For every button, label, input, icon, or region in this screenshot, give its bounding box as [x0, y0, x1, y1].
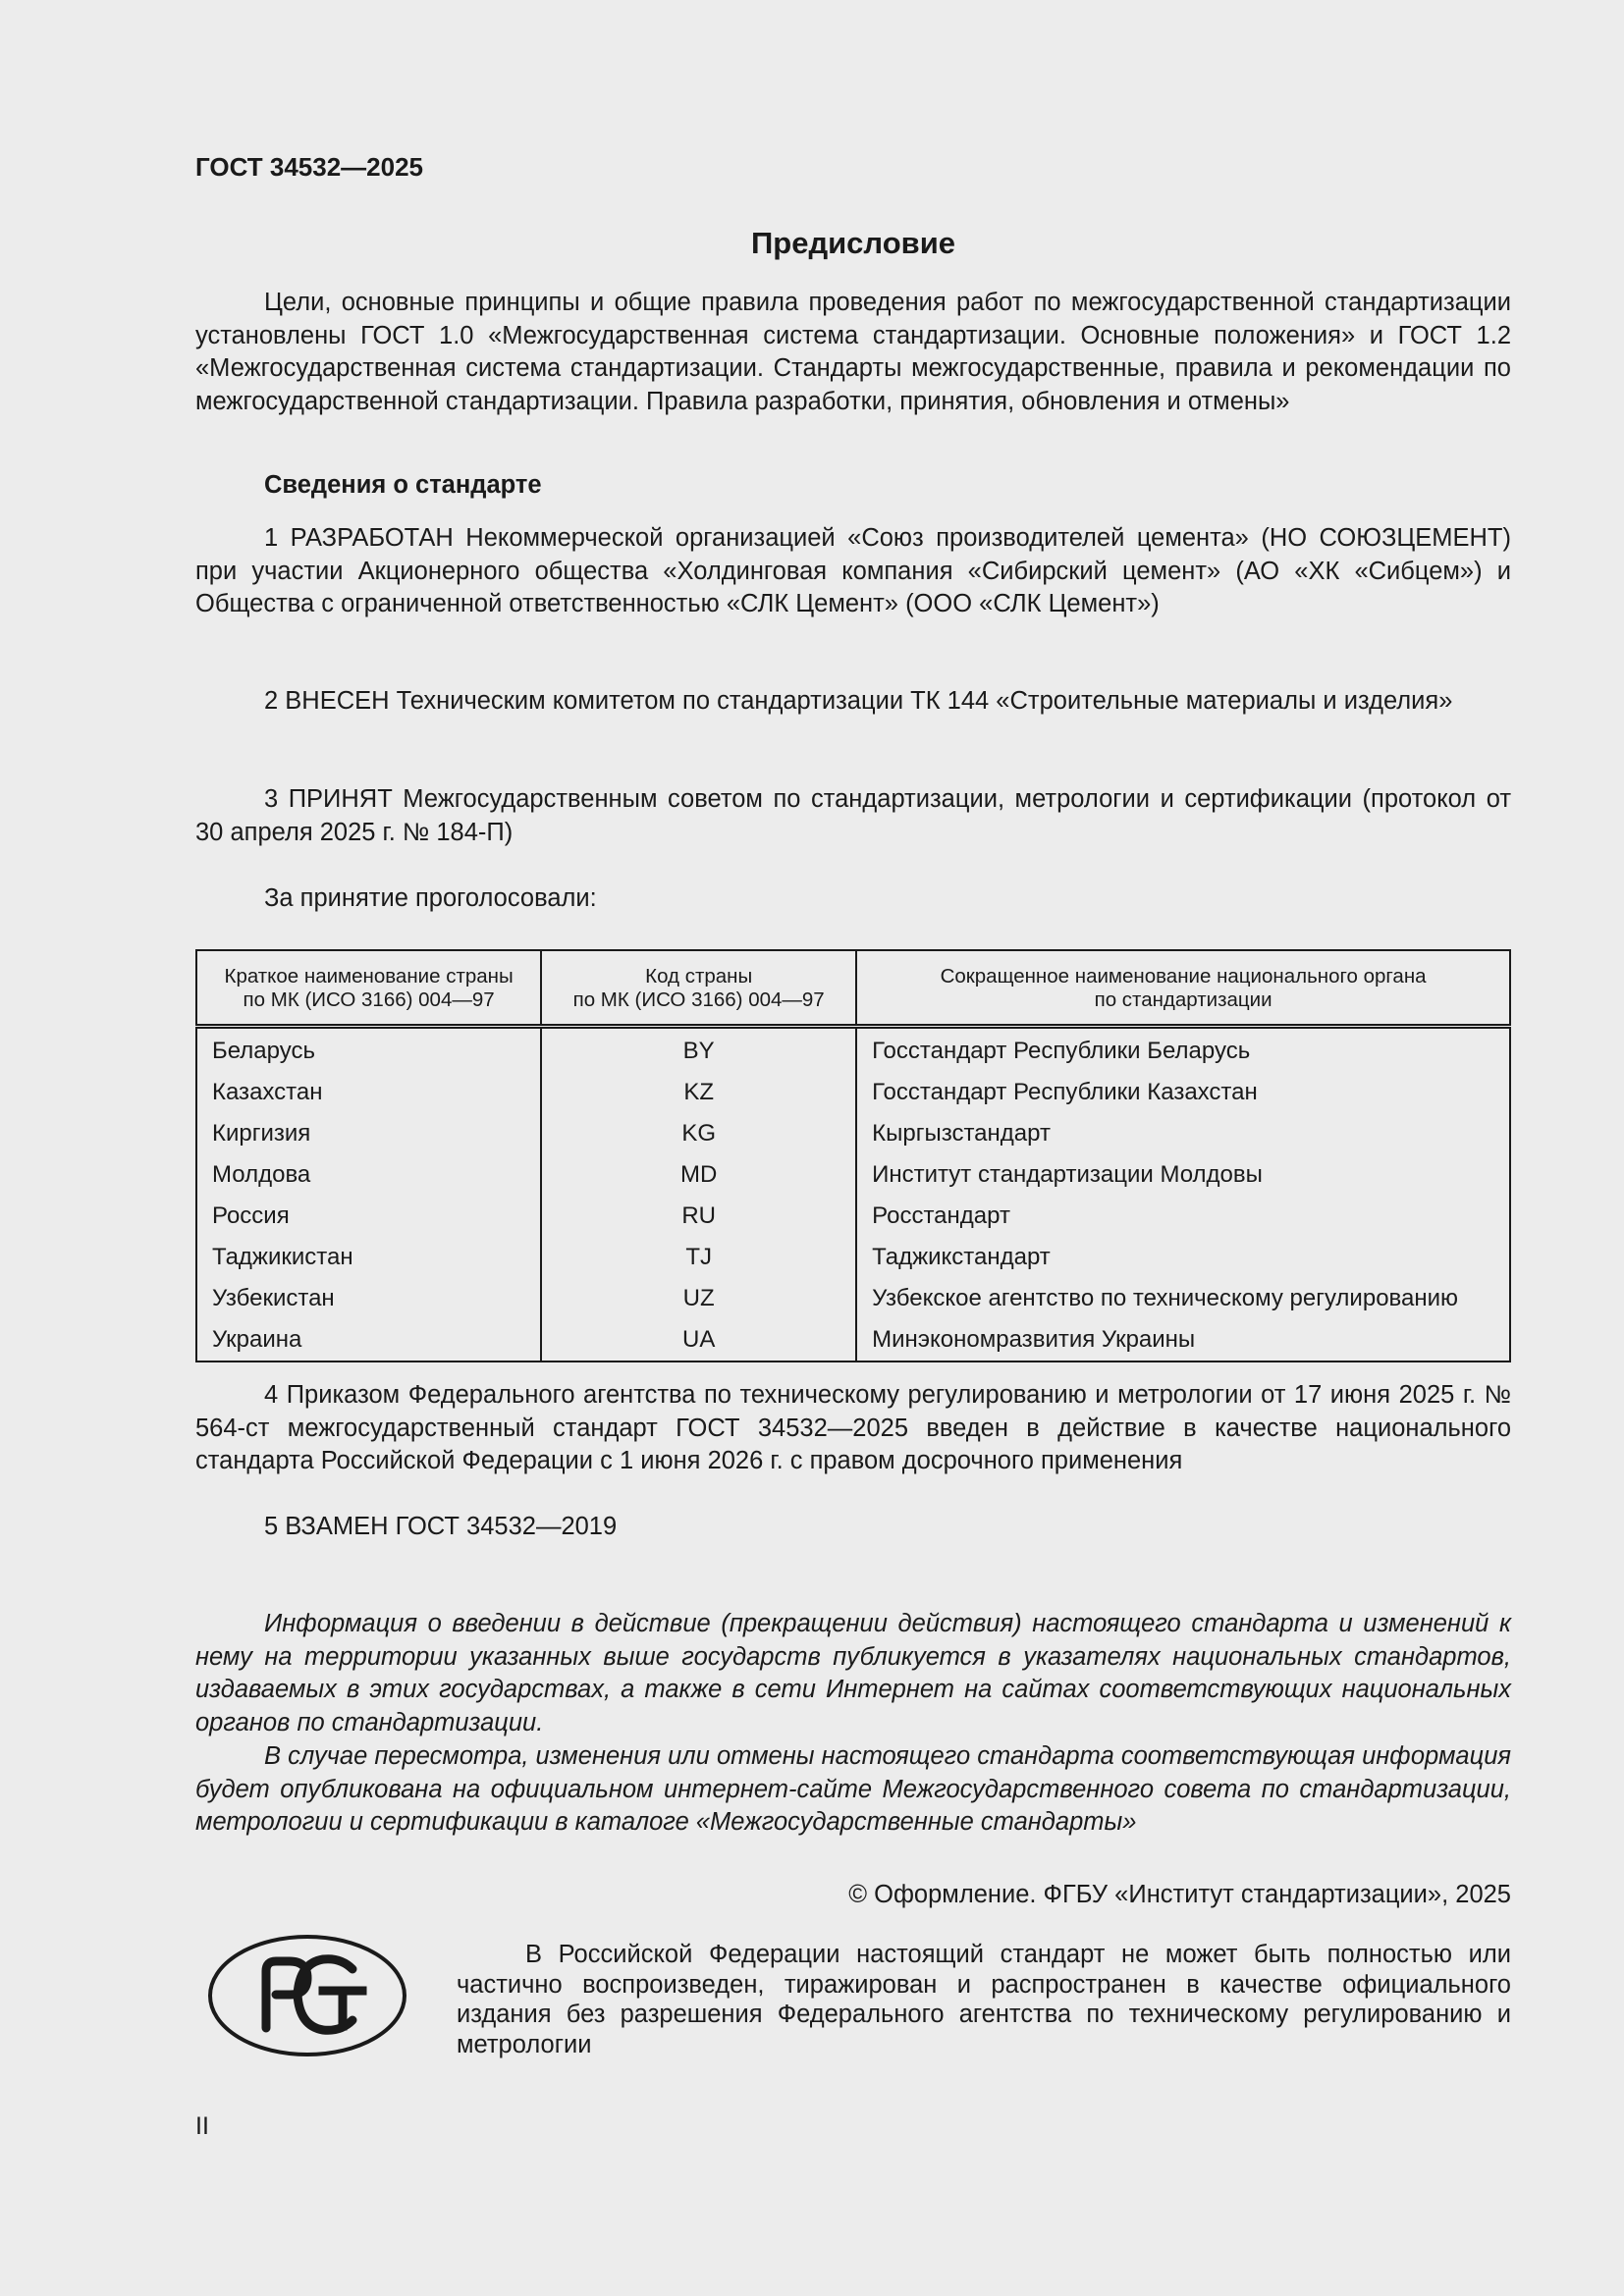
voting-table-wrapper — [195, 949, 1511, 1362]
header-code-line2: по МК (ИСО 3166) 004—97 — [572, 988, 825, 1011]
cell-country: Таджикистан — [196, 1237, 541, 1278]
voting-table — [195, 949, 1511, 1362]
cell-body: Узбекское агентство по техническому регулированию — [872, 1285, 1459, 1311]
header-country-line1: Краткое наименование страны — [224, 965, 514, 988]
cell-country: Беларусь — [196, 1027, 541, 1073]
cell-code: UZ — [541, 1278, 856, 1319]
page-title: Предисловие — [750, 226, 955, 260]
item-introduced: 2 ВНЕСЕН Техническим комитетом по стандартизации ТК 144 «Строительные материалы и изделия» — [264, 687, 1453, 715]
table-row — [196, 1237, 1510, 1278]
header-code — [541, 950, 856, 1027]
header-body-line2: по стандартизации — [1094, 988, 1272, 1011]
cell-code: KZ — [541, 1072, 856, 1113]
cell-country: Казахстан — [196, 1072, 541, 1113]
cell-body: Кыргызстандарт — [872, 1120, 1051, 1147]
table-row — [196, 1027, 1510, 1073]
cell-code: UA — [541, 1319, 856, 1362]
header-code-line1: Код страны — [645, 965, 753, 988]
copyright-line: © Оформление. ФГБУ «Институт стандартизации», 2025 — [848, 1881, 1511, 1908]
copyright-notice: В Российской Федерации настоящий стандарт не может быть полностью или частично воспроизведен, тиражирован и распространен в качестве официального издания без разрешения Федерального агентства по техническому регулированию и метрологии — [457, 1941, 1511, 2058]
rst-logo — [205, 1932, 411, 2059]
document-page — [195, 147, 1511, 2140]
cell-code: TJ — [541, 1237, 856, 1278]
cell-code: BY — [541, 1027, 856, 1073]
document-id: ГОСТ 34532—2025 — [195, 152, 423, 182]
header-country-line2: по МК (ИСО 3166) 004—97 — [243, 988, 495, 1011]
cell-country: Россия — [196, 1196, 541, 1237]
item-order: 4 Приказом Федерального агентства по техническому регулированию и метрологии от 17 июня 2025 г. № 564-ст межгосударственный стандарт ГОСТ 34532—2025 введен в действие в качестве национального стандарта Российской Федерации с 1 июня 2026 г. с правом досрочного применения — [195, 1381, 1511, 1474]
cell-code: RU — [541, 1196, 856, 1237]
cell-body: Госстандарт Республики Казахстан — [872, 1079, 1258, 1105]
cell-body: Госстандарт Республики Беларусь — [872, 1038, 1251, 1064]
info-note-2: В случае пересмотра, изменения или отмены настоящего стандарта соответствующая информация будет опубликована на официальном интернет-сайте Межгосударственного совета по стандартизации, метрологии и сертификации в каталоге «Межгосударственные стандарты» — [195, 1742, 1511, 1836]
cell-country: Узбекистан — [196, 1278, 541, 1319]
cell-body: Институт стандартизации Молдовы — [872, 1161, 1263, 1188]
intro-paragraph: Цели, основные принципы и общие правила проведения работ по межгосударственной стандартизации установлены ГОСТ 1.0 «Межгосударственная система стандартизации. Основные положения» и ГОСТ 1.2 «Межгосударственная система стандартизации. Стандарты межгосударственные, правила и рекомендации по межгосударственной стандартизации. Правила разработки, принятия, обновления и отмены» — [195, 289, 1511, 415]
rst-logo-icon — [205, 1932, 411, 2059]
header-body — [856, 950, 1510, 1027]
page-number: II — [195, 2112, 209, 2140]
cell-body: Росстандарт — [872, 1202, 1010, 1229]
info-note-1: Информация о введении в действие (прекращении действия) настоящего стандарта и изменений к нему на территории указанных выше государств публикуется в указателях национальных стандартов, издаваемых в этих государствах, а также в сети Интернет на сайтах соответствующих национальных органов по стандартизации. — [195, 1610, 1511, 1736]
cell-code: MD — [541, 1154, 856, 1196]
header-country — [196, 950, 541, 1027]
voted-intro: За принятие проголосовали: — [264, 884, 597, 912]
table-row — [196, 1196, 1510, 1237]
cell-body: Таджикстандарт — [872, 1244, 1051, 1270]
table-row — [196, 1319, 1510, 1362]
item-adopted: 3 ПРИНЯТ Межгосударственным советом по стандартизации, метрологии и сертификации (протокол от 30 апреля 2025 г. № 184-П) — [195, 785, 1511, 846]
cell-code: KG — [541, 1113, 856, 1154]
table-header-row — [196, 950, 1510, 1027]
item-developed: 1 РАЗРАБОТАН Некоммерческой организацией «Союз производителей цемента» (НО СОЮЗЦЕМЕНТ) при участии Акционерного общества «Холдинговая компания «Сибирский цемент» (АО «ХК «Сибцем») и Общества с ограниченной ответственностью «СЛК Цемент» (ООО «СЛК Цемент») — [195, 524, 1511, 617]
cell-body: Минэкономразвития Украины — [872, 1326, 1196, 1353]
cell-country: Украина — [196, 1319, 541, 1362]
table-row — [196, 1072, 1510, 1113]
item-replaces: 5 ВЗАМЕН ГОСТ 34532—2019 — [264, 1513, 618, 1540]
header-body-line1: Сокращенное наименование национального органа — [940, 965, 1427, 988]
table-row — [196, 1154, 1510, 1196]
table-row — [196, 1278, 1510, 1319]
info-heading: Сведения о стандарте — [264, 471, 542, 499]
cell-country: Киргизия — [196, 1113, 541, 1154]
table-row — [196, 1113, 1510, 1154]
cell-country: Молдова — [196, 1154, 541, 1196]
